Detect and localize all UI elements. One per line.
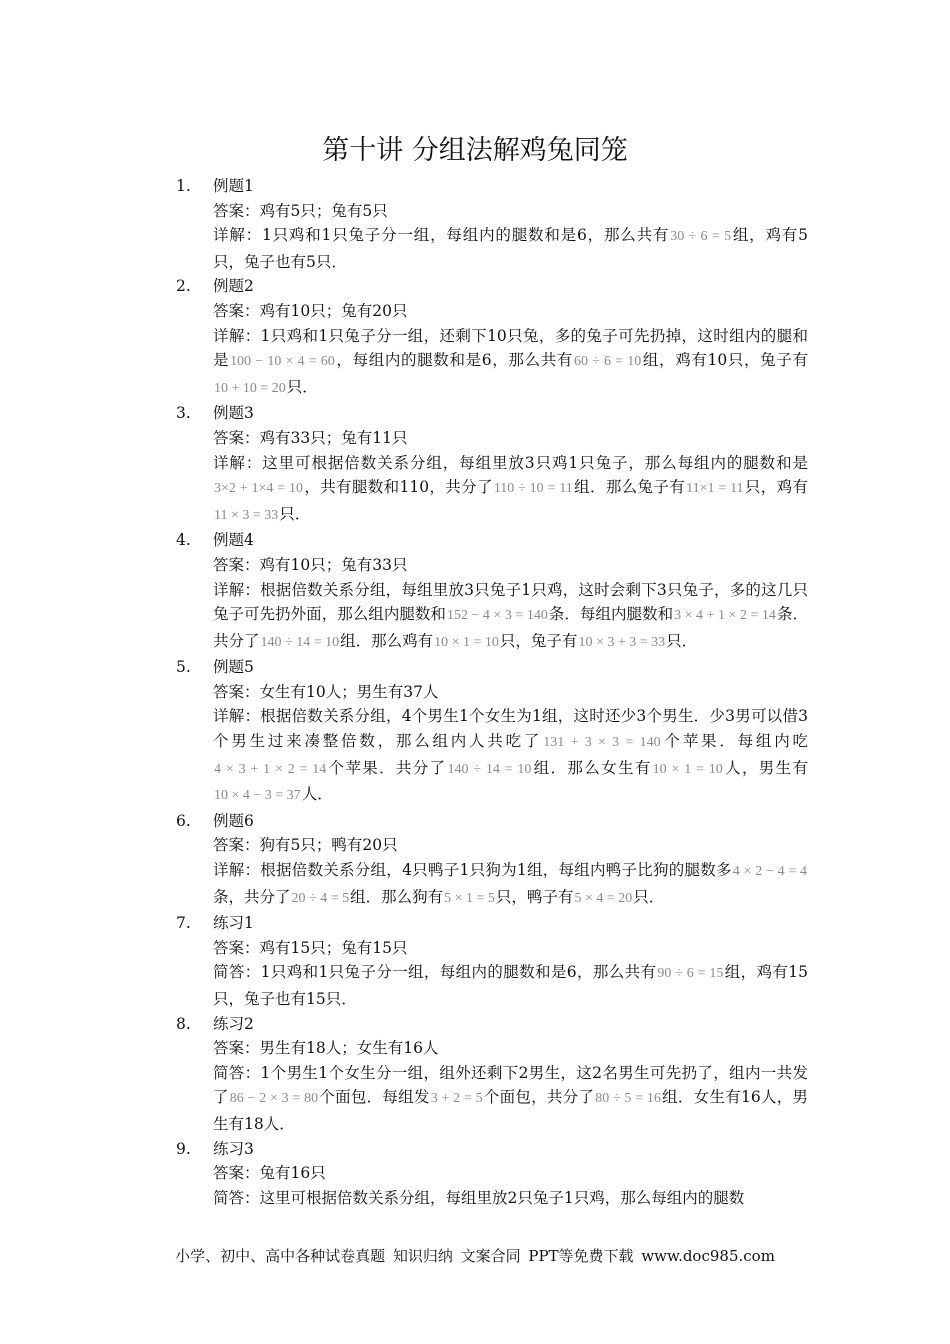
answer-list: [176, 174, 808, 1210]
detail-text: 只．: [666, 631, 698, 650]
detail-text: 组，鸡有15只，兔子也有15只．: [213, 963, 808, 1008]
item-number: 2.: [176, 277, 191, 296]
detail-text: 组．那么鸡有: [340, 631, 434, 650]
math-expression: 86 − 2 × 3 = 80: [229, 1091, 319, 1107]
detail-text: 简答：1个男生1个女生分一组，组外还剩下2男生，这2名男生可先扔了，组内一共发了: [213, 1063, 808, 1107]
item-body: [213, 1012, 808, 1137]
item-label: 例题3: [213, 404, 254, 423]
item-number: 6.: [176, 811, 191, 830]
item-label: 例题1: [213, 177, 254, 195]
item-number: 1.: [176, 177, 191, 195]
detail-paragraph: [213, 858, 808, 911]
detail-text: 简答：1只鸡和1只兔子分一组，每组内的腿数和是6，那么共有: [213, 963, 657, 982]
detail-text: 简答：这里可根据倍数关系分组，每组里放2只兔子1只鸡，那么每组内的腿数: [213, 1188, 745, 1207]
math-expression: 110 ÷ 10 = 11: [493, 481, 573, 497]
detail-paragraph: [213, 223, 808, 274]
item-number: 4.: [176, 531, 191, 550]
math-expression: 140 ÷ 14 = 10: [260, 634, 340, 650]
math-expression: 4 × 3 + 1 × 2 = 14: [214, 761, 327, 777]
math-expression: 10 × 4 − 3 = 37: [214, 788, 301, 804]
item-number: 5.: [176, 658, 191, 677]
math-expression: 3×2 + 1×4 = 10: [214, 481, 303, 497]
detail-text: 人．: [301, 785, 333, 804]
detail-text: 详解：1只鸡和1只兔子分一组，还剩下10只兔，多的兔子可先扔掉，这时组内的腿和是: [213, 326, 808, 370]
answer-item: [176, 528, 808, 655]
math-expression: 3 × 4 + 1 × 2 = 14: [674, 608, 776, 624]
answer-line: 答案：鸡有10只；兔有20只: [213, 301, 408, 320]
detail-text: 只．: [286, 377, 318, 396]
math-expression: 100 − 10 × 4 = 60: [230, 354, 335, 370]
answer-item: [176, 274, 808, 401]
item-label: 例题2: [213, 277, 254, 296]
item-number: 9.: [176, 1139, 191, 1158]
item-body: [213, 911, 808, 1011]
math-expression: 10 × 1 = 10: [652, 761, 723, 777]
math-expression: 11×1 = 11: [686, 481, 744, 497]
answer-line: 答案：兔有16只: [213, 1164, 326, 1183]
detail-paragraph: [213, 704, 808, 808]
math-expression: 5 × 1 = 5: [444, 890, 495, 906]
item-number: 8.: [176, 1014, 191, 1033]
item-number: 3.: [176, 404, 191, 423]
detail-text: 详解：根据倍数关系分组，4个男生1个女生为1组，这时还少3个男生．少3男可以借3个男生过来凑整倍数，那么组内人共吃了: [213, 707, 808, 751]
detail-text: ，共有腿数和110，共分了: [304, 478, 493, 497]
detail-text: 组．女生有16人，男生有18人．: [213, 1088, 808, 1133]
detail-text: 详解：根据倍数关系分组，4只鸭子1只狗为1组，每组内鸭子比狗的腿数多: [213, 861, 732, 880]
math-expression: 11 × 3 = 33: [214, 507, 279, 523]
detail-text: 组．那么女生有: [532, 758, 652, 777]
detail-text: ，每组内的腿数和是6，那么共有: [335, 351, 574, 370]
item-label: 练习2: [213, 1014, 254, 1033]
detail-text: 组，鸡有5只，兔子也有5只．: [213, 226, 808, 271]
item-label: 例题6: [213, 811, 254, 830]
detail-text: 组，鸡有10只，兔子有: [642, 351, 808, 370]
detail-text: 详解：这里可根据倍数关系分组，每组里放3只鸡1只兔子，那么每组内的腿数和是: [213, 453, 808, 472]
detail-text: 组．那么兔子有: [573, 478, 686, 497]
math-expression: 80 ÷ 5 = 16: [595, 1091, 661, 1107]
detail-text: 个苹果．每组内吃: [661, 732, 808, 751]
answer-item: [176, 401, 808, 528]
detail-paragraph: [213, 451, 808, 529]
math-expression: 4 × 2 − 4 = 4: [732, 864, 808, 880]
answer-line: 答案：女生有10人；男生有37人: [213, 682, 439, 701]
item-label: 例题4: [213, 531, 254, 550]
detail-text: 详解：根据倍数关系分组，每组里放3只兔子1只鸡，这时会剩下3只兔子，多的这几只兔子可先扔外面，那么组内腿数和: [213, 580, 808, 624]
detail-text: 条．共分了: [213, 605, 808, 650]
answer-item: [176, 911, 808, 1011]
answer-line: 答案：狗有5只；鸭有20只: [213, 836, 398, 855]
answer-item: [176, 655, 808, 809]
item-label: 练习3: [213, 1139, 254, 1158]
math-expression: 10 × 1 = 10: [434, 634, 499, 650]
detail-text: 只，鸡有: [744, 478, 808, 497]
detail-paragraph: [213, 960, 808, 1011]
detail-text: 人，男生有: [723, 758, 808, 777]
math-expression: 60 ÷ 6 = 10: [574, 354, 642, 370]
item-body: [213, 274, 808, 401]
math-expression: 3 + 2 = 5: [430, 1091, 483, 1107]
page-footer: 小学、初中、高中各种试卷真题 知识归纳 文案合同 PPT等免费下载 www.doc985.com: [175, 1247, 775, 1265]
item-body: [213, 528, 808, 655]
item-body: [213, 174, 808, 274]
page-title: 第十讲 分组法解鸡兔同笼: [322, 135, 628, 166]
item-number: 7.: [176, 914, 191, 933]
detail-paragraph: [213, 578, 808, 656]
math-expression: 5 × 4 = 20: [574, 890, 633, 906]
math-expression: 10 + 10 = 20: [214, 380, 286, 396]
math-expression: 140 ÷ 14 = 10: [447, 761, 532, 777]
math-expression: 90 ÷ 6 = 15: [657, 966, 724, 982]
detail-text: 条．每组内腿数和: [548, 605, 674, 624]
math-expression: 152 − 4 × 3 = 140: [446, 608, 548, 624]
detail-text: 组．那么狗有: [350, 887, 444, 906]
item-label: 练习1: [213, 914, 254, 933]
detail-text: 个面包，共分了: [483, 1088, 595, 1107]
detail-text: 只，鸭子有: [495, 887, 574, 906]
math-expression: 131 + 3 × 3 = 140: [543, 735, 661, 751]
item-body: [213, 655, 808, 809]
detail-text: 条，共分了: [213, 887, 291, 906]
item-body: [213, 809, 808, 911]
detail-text: 个面包．每组发: [319, 1088, 430, 1107]
answer-item: [176, 1012, 808, 1137]
answer-item: [176, 1137, 808, 1211]
answer-item: [176, 809, 808, 911]
math-expression: 30 ÷ 6 = 5: [670, 229, 732, 245]
detail-text: 个苹果．共分了: [327, 758, 447, 777]
detail-text: 详解：1只鸡和1只兔子分一组，每组内的腿数和是6，那么共有: [213, 226, 670, 245]
answer-item: [176, 174, 808, 274]
math-expression: 10 × 3 + 3 = 33: [578, 634, 666, 650]
answer-line: 答案：男生有18人；女生有16人: [213, 1039, 439, 1058]
answer-line: 答案：鸡有10只；兔有33只: [213, 555, 408, 574]
item-body: [213, 1137, 808, 1211]
detail-text: 只．: [633, 887, 665, 906]
detail-text: 只，兔子有: [499, 631, 578, 650]
detail-text: 只．: [279, 504, 311, 523]
math-expression: 20 ÷ 4 = 5: [291, 890, 350, 906]
answer-line: 答案：鸡有5只；兔有5只: [213, 201, 388, 220]
detail-paragraph: [213, 324, 808, 402]
detail-paragraph: [213, 1186, 808, 1211]
detail-paragraph: [213, 1061, 808, 1137]
answer-line: 答案：鸡有33只；兔有11只: [213, 428, 408, 447]
item-label: 例题5: [213, 658, 254, 677]
item-body: [213, 401, 808, 528]
answer-line: 答案：鸡有15只；兔有15只: [213, 938, 408, 957]
